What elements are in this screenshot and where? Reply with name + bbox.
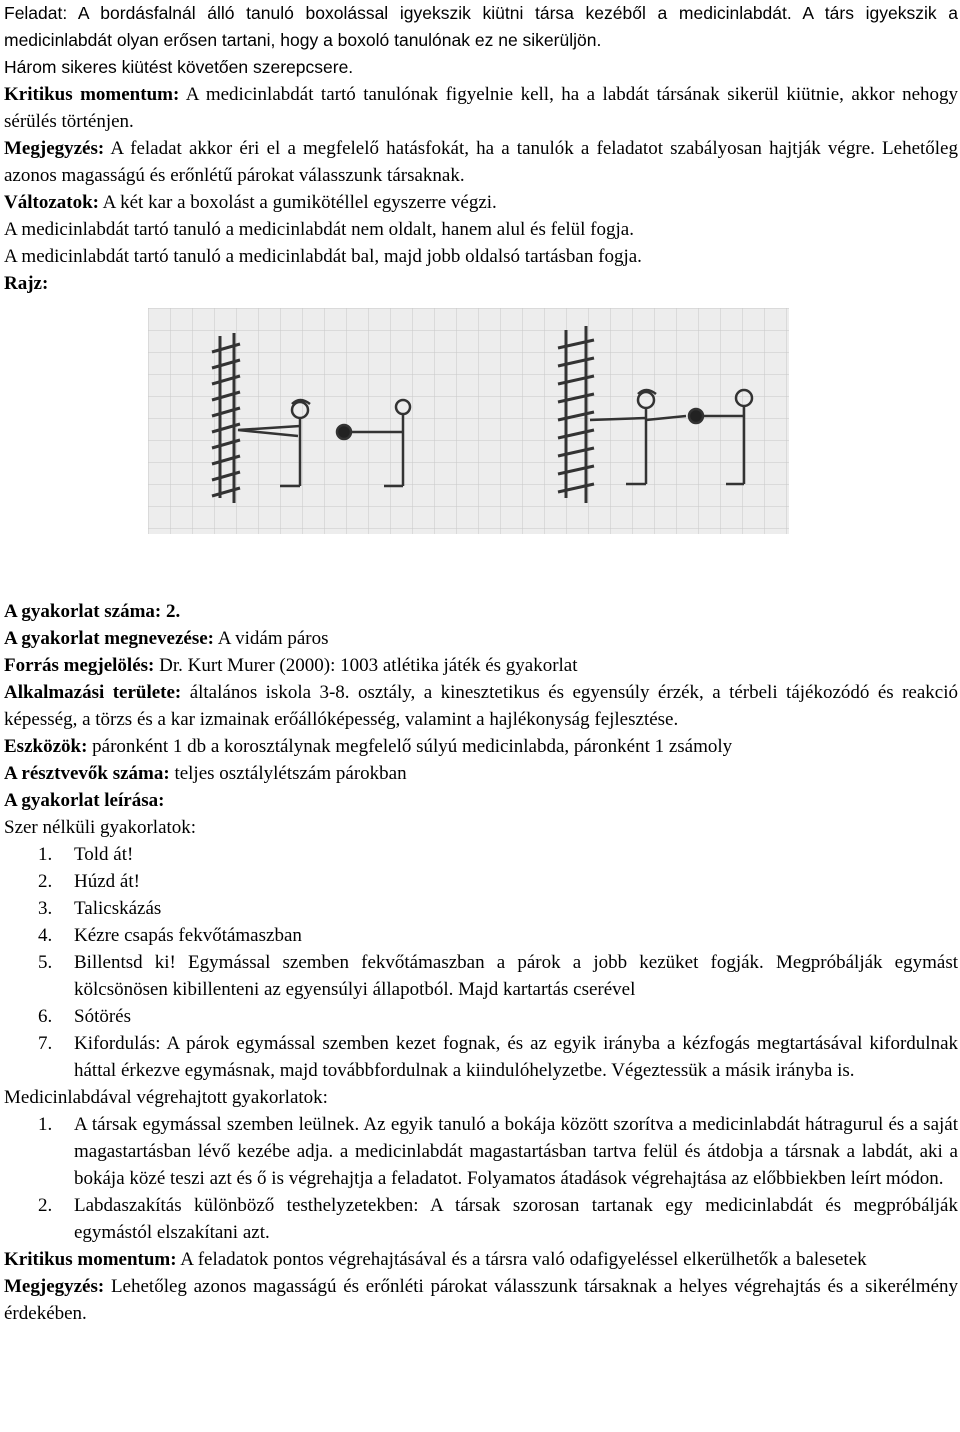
list-item: 1. A társak egymással szemben leülnek. Az egyik tanuló a bokája között szorítva a medicinlabdát hátragurul és a saját magastartásban lévő kezébe adja. a medicinlabdát magastartásban tartva felül és átdobja a társnak a labdát, aki a bokája közé teszi azt és ő is végrehajtja a feladatot. Folyamatos átadások végrehajtása az előbbiekben leírt módon. [38,1114,958,1189]
ball-exercises-title: Medicinlabdával végrehajtott gyakorlatok: [4,1087,328,1108]
list-item: 4. Kézre csapás fekvőtámaszban [38,925,302,946]
exercise-description-label: A gyakorlat leírása: [4,790,165,811]
critical-text-1: A medicinlabdát tartó tanulónak figyelnie kell, ha a labdát társának sikerül kiütnie, akkor nehogy sérülés történjen. [4,84,959,132]
list-item: 1. Told át! [38,844,134,865]
exercise-tools: Eszközök: páronként 1 db a korosztálynak megfelelő súlyú medicinlabda, páronként 1 zsámoly [4,736,733,757]
no-equipment-list [4,841,958,1084]
note-2: Megjegyzés: Lehetőleg azonos magasságú és erőnléti párokat válasszunk társaknak a helyes végrehajtás és a sikerélmény érdekében. [4,1276,958,1324]
note-text-1: A feladat akkor éri el a megfelelő hatásfokát, ha a tanulók a feladatot szabályosan hajtják végre. Lehetőleg azonos magasságú és erőnlétű párokat válasszunk társaknak. [4,138,958,186]
exercise-source: Forrás megjelölés: Dr. Kurt Murer (2000): 1003 atlétika játék és gyakorlat [4,655,578,676]
task-text: Feladat: A bordásfalnál álló tanuló boxolással igyekszik kiütni társa kezéből a medicinlabdát. A társ igyekszik a medicinlabdát olyan erősen tartani, hogy a boxoló tanulónak ez ne sikerüljön. [4,3,958,50]
variants-label: Változatok: [4,192,99,213]
note-label-1: Megjegyzés: [4,138,105,159]
no-equipment-title: Szer nélküli gyakorlatok: [4,817,197,838]
exercise-participants: A résztvevők száma: teljes osztálylétszám párokban [4,763,407,784]
exercise-drawing [148,308,789,534]
list-item: 2. Labdaszakítás különböző testhelyzetekben: A társak szorosan tartanak egy medicinlabdát és megpróbálják egymástól elszakítani azt. [38,1195,958,1243]
exercise-name: A gyakorlat megnevezése: A vidám páros [4,628,329,649]
role-swap-text: Három sikeres kiütést követően szerepcsere. [4,57,354,77]
list-item: 6. Sótörés [38,1006,131,1027]
exercise-number: A gyakorlat száma: 2. [4,601,181,622]
exercise-area: Alkalmazási területe: általános iskola 3-8. osztály, a kinesztetikus és egyensúly érzék, a térbeli tájékozódó és reakció képesség, a törzs és a kar izmainak erőállóképesség, valamint a hajlékonyság fejlesztése. [4,682,958,730]
list-item: 2. Húzd át! [38,871,140,892]
drawing-label: Rajz: [4,273,49,294]
note-1 [4,135,958,189]
variant-3: A medicinlabdát tartó tanuló a medicinlabdát bal, majd jobb oldalsó tartásban fogja. [4,246,642,267]
variant-2: A medicinlabdát tartó tanuló a medicinlabdát nem oldalt, hanem alul és felül fogja. [4,219,634,240]
ball-exercises-list [4,1111,958,1246]
critical-moment-1 [4,81,958,135]
variant-1 [4,189,958,216]
variant-text-1: A két kar a boxolást a gumikötéllel egyszerre végzi. [98,192,497,213]
critical-moment-2: Kritikus momentum: A feladatok pontos végrehajtásával és a társra való odafigyeléssel elkerülhetők a balesetek [4,1249,867,1270]
intro-section [4,0,958,81]
list-item: 7. Kifordulás: A párok egymással szemben kezet fognak, és az egyik irányba a kézfogás megtartásával kifordulnak háttal érkezve egymásnak, majd továbbfordulnak a kiindulóhelyzetbe. Végeztessük a másik irányba is. [38,1033,958,1081]
critical-label-1: Kritikus momentum: [4,84,180,105]
document-page [4,0,958,1327]
exercise-2-section [4,598,958,1327]
list-item: 5. Billentsd ki! Egymással szemben fekvőtámaszban a párok a jobb kezüket fogják. Megpróbálják egymást kölcsönösen kibillenteni az egyensúlyi állapotból. Majd kartartás cserével [38,952,958,1000]
list-item: 3. Talicskázás [38,898,162,919]
